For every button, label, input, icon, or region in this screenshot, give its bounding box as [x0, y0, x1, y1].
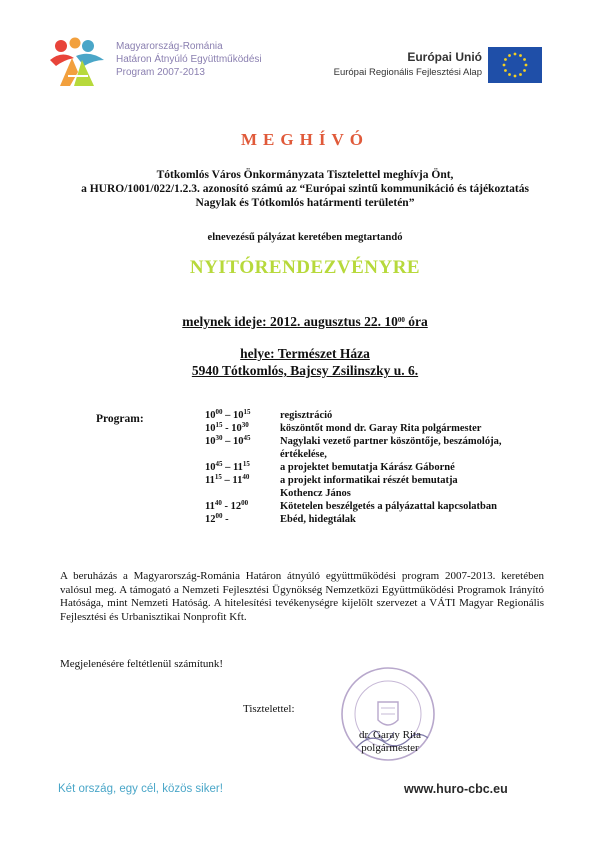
program-item-description: a projektet bemutatja Kárász Gáborné: [280, 462, 455, 473]
event-time-text: melynek ideje: 2012. augusztus 22. 10: [182, 314, 398, 329]
event-time-suffix: óra: [404, 314, 428, 329]
signature-block: [340, 729, 440, 755]
program-item-description: Nagylaki vezető partner köszöntője, beszámolója,: [280, 436, 502, 447]
invitation-intro: [40, 168, 570, 210]
footer-website: www.huro-cbc.eu: [404, 782, 508, 796]
intro-line: a HURO/1001/022/1.2.3. azonosító számú az “Európai szintű kommunikáció és tájékoztatás: [81, 183, 529, 195]
event-time-minutes: 00: [397, 316, 405, 324]
invitation-subline: elnevezésű pályázat keretében megtartandó: [207, 232, 403, 243]
intro-line: Tótkomlós Város Önkormányzata Tisztelettel meghívja Önt,: [156, 169, 454, 181]
signatory-name: dr. Garay Rita: [358, 729, 421, 741]
program-item-time: $11^{40} - 12^{00}$: [205, 499, 249, 512]
program-item-time: $10^{30} - 10^{45}$: [205, 434, 251, 447]
program-item-time: $10^{15} - 10^{30}$: [205, 421, 249, 434]
eu-name: Európai Unió: [407, 50, 482, 64]
program-item-description: értékelése,: [280, 449, 327, 460]
signatory-title: polgármester: [361, 742, 419, 754]
closing-line: Megjelenésére feltétlenül számítunk!: [60, 658, 224, 670]
funding-paragraph: A beruházás a Magyarország-Románia Határon átnyúló együttműködési program 2007-2013. keretében valósul meg. A támogató a Nemzeti Fejlesztési Ügynökség Nemzetközi Együttműködési Programok Irányító Hatósága, mint Nemzeti Hatóság. A hitelesítési tevékenységre kijelölt szervezet a VÁTI Magyar Regionális Fejlesztési és Urbanisztikai Nonprofit Kft.: [60, 570, 544, 623]
intro-line: Nagylak és Tótkomlós határmenti területén”: [195, 197, 415, 209]
regards-line: Tisztelettel:: [243, 703, 295, 715]
program-item-time: $10^{45} - 11^{15}$: [205, 460, 250, 473]
event-time: [0, 314, 610, 330]
eu-fund: Európai Regionális Fejlesztési Alap: [333, 67, 482, 78]
invitation-title: MEGHÍVÓ: [241, 130, 369, 149]
program-item-time: $12^{00}$ -: [205, 512, 229, 525]
event-place: helye: Természet Háza: [240, 346, 370, 361]
program-item-description: a projekt informatikai részét bemutatja: [280, 475, 458, 486]
program-item-description: Kötetelen beszélgetés a pályázattal kapcsolatban: [280, 501, 497, 512]
program-item-time: $11^{15} - 11^{40}$: [205, 473, 250, 486]
program-item-time: $10^{00} - 10^{15}$: [205, 408, 251, 421]
program-item-description: köszöntőt mond dr. Garay Rita polgármester: [280, 423, 482, 434]
program-logo-line: Határon Átnyúló Együttműködési: [116, 54, 262, 65]
program-logo-icon: [48, 36, 108, 88]
eu-flag-icon: [488, 47, 542, 83]
program-label: Program:: [96, 413, 144, 425]
program-logo-line: Program 2007-2013: [116, 67, 205, 78]
program-item-description: Kothencz János: [280, 488, 351, 499]
program-item-description: Ebéd, hidegtálak: [280, 514, 356, 525]
program-logo-line: Magyarország-Románia: [116, 41, 223, 52]
eu-label-block: [334, 50, 482, 79]
event-address: 5940 Tótkomlós, Bajcsy Zsilinszky u. 6.: [191, 363, 419, 378]
program-logo-text: [116, 40, 262, 79]
program-item-description: regisztráció: [280, 410, 333, 421]
event-name: NYITÓRENDEZVÉNYRE: [189, 257, 421, 278]
footer-slogan: Két ország, egy cél, közös siker!: [58, 783, 223, 795]
